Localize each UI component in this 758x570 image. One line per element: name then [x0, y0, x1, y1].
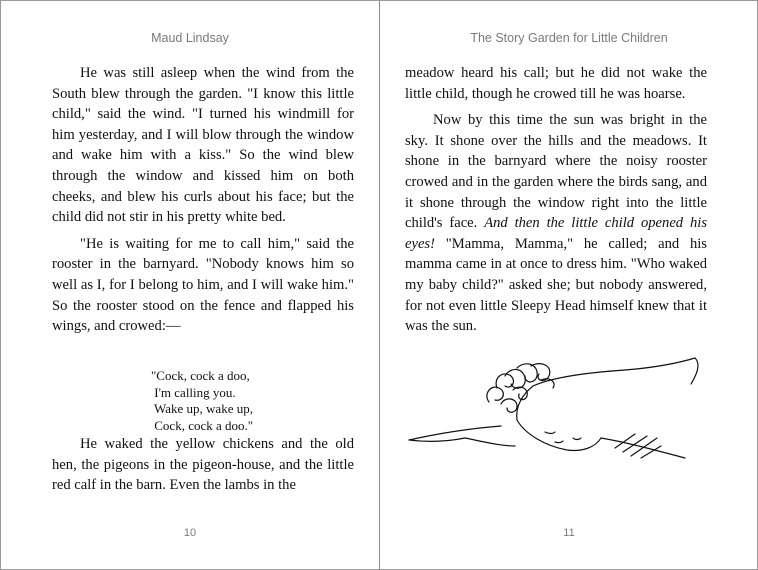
paragraph-start: Now by this time the sun was bright in the sky. It shone over the hills and the meadows. It shone in the barnyard where the noisy rooster crowed and in the garden where the birds sang, and it shone through the window right into the little child's face.: [405, 112, 707, 232]
paragraph: [405, 110, 707, 337]
verse-line: Wake up, wake up,: [151, 401, 253, 416]
right-page-number: 11: [563, 527, 575, 539]
left-running-head: Maud Lindsay: [151, 31, 229, 45]
verse-line: Cock, cock a doo.": [151, 417, 254, 433]
italic-sentence: And then the little child opened his eyes!: [405, 215, 707, 252]
paragraph-end: "Mamma, Mamma," he called; and his mamma came in at once to dress him. "Who waked my baby child?" asked she; but nobody answered, for not even little Sleepy Head himself knew that it was the sun.: [405, 235, 707, 335]
paragraph: meadow heard his call; but he did not wake the little child, though he crowed till he was hoarse.: [405, 65, 707, 102]
rooster-verse: [151, 368, 253, 434]
paragraph: He waked the yellow chickens and the old hen, the pigeons in the pigeon-house, and the little red calf in the barn. Even the lambs in the: [52, 436, 354, 494]
left-page-text: [52, 63, 354, 343]
verse-line: "Cock, cock a doo,: [151, 368, 250, 383]
right-page[interactable]: [380, 1, 758, 569]
left-page[interactable]: [1, 1, 379, 569]
left-page-number: 10: [183, 527, 197, 539]
sleeping-child-illustration: [405, 346, 715, 486]
paragraph: He was still asleep when the wind from the South blew through the garden. "I know this little child," said the wind. "I turned his windmill for him yesterday, and I will blow through the window and wake him with a kiss." So the wind blew through the window and kissed him on both cheeks, and blew his curls about his face; but the child did not stir in his pretty white bed.: [52, 65, 354, 226]
verse-line: I'm calling you.: [151, 384, 236, 400]
paragraph: "He is waiting for me to call him," said the rooster in the barnyard. "Nobody knows him so well as I, for I belong to him, and I will wake him." So the rooster stood on the fence and flapped his wings, and crowed:—: [52, 235, 354, 335]
left-page-text-bottom: [52, 434, 354, 502]
right-running-head: The Story Garden for Little Children: [470, 31, 668, 45]
right-page-text: [405, 63, 707, 343]
